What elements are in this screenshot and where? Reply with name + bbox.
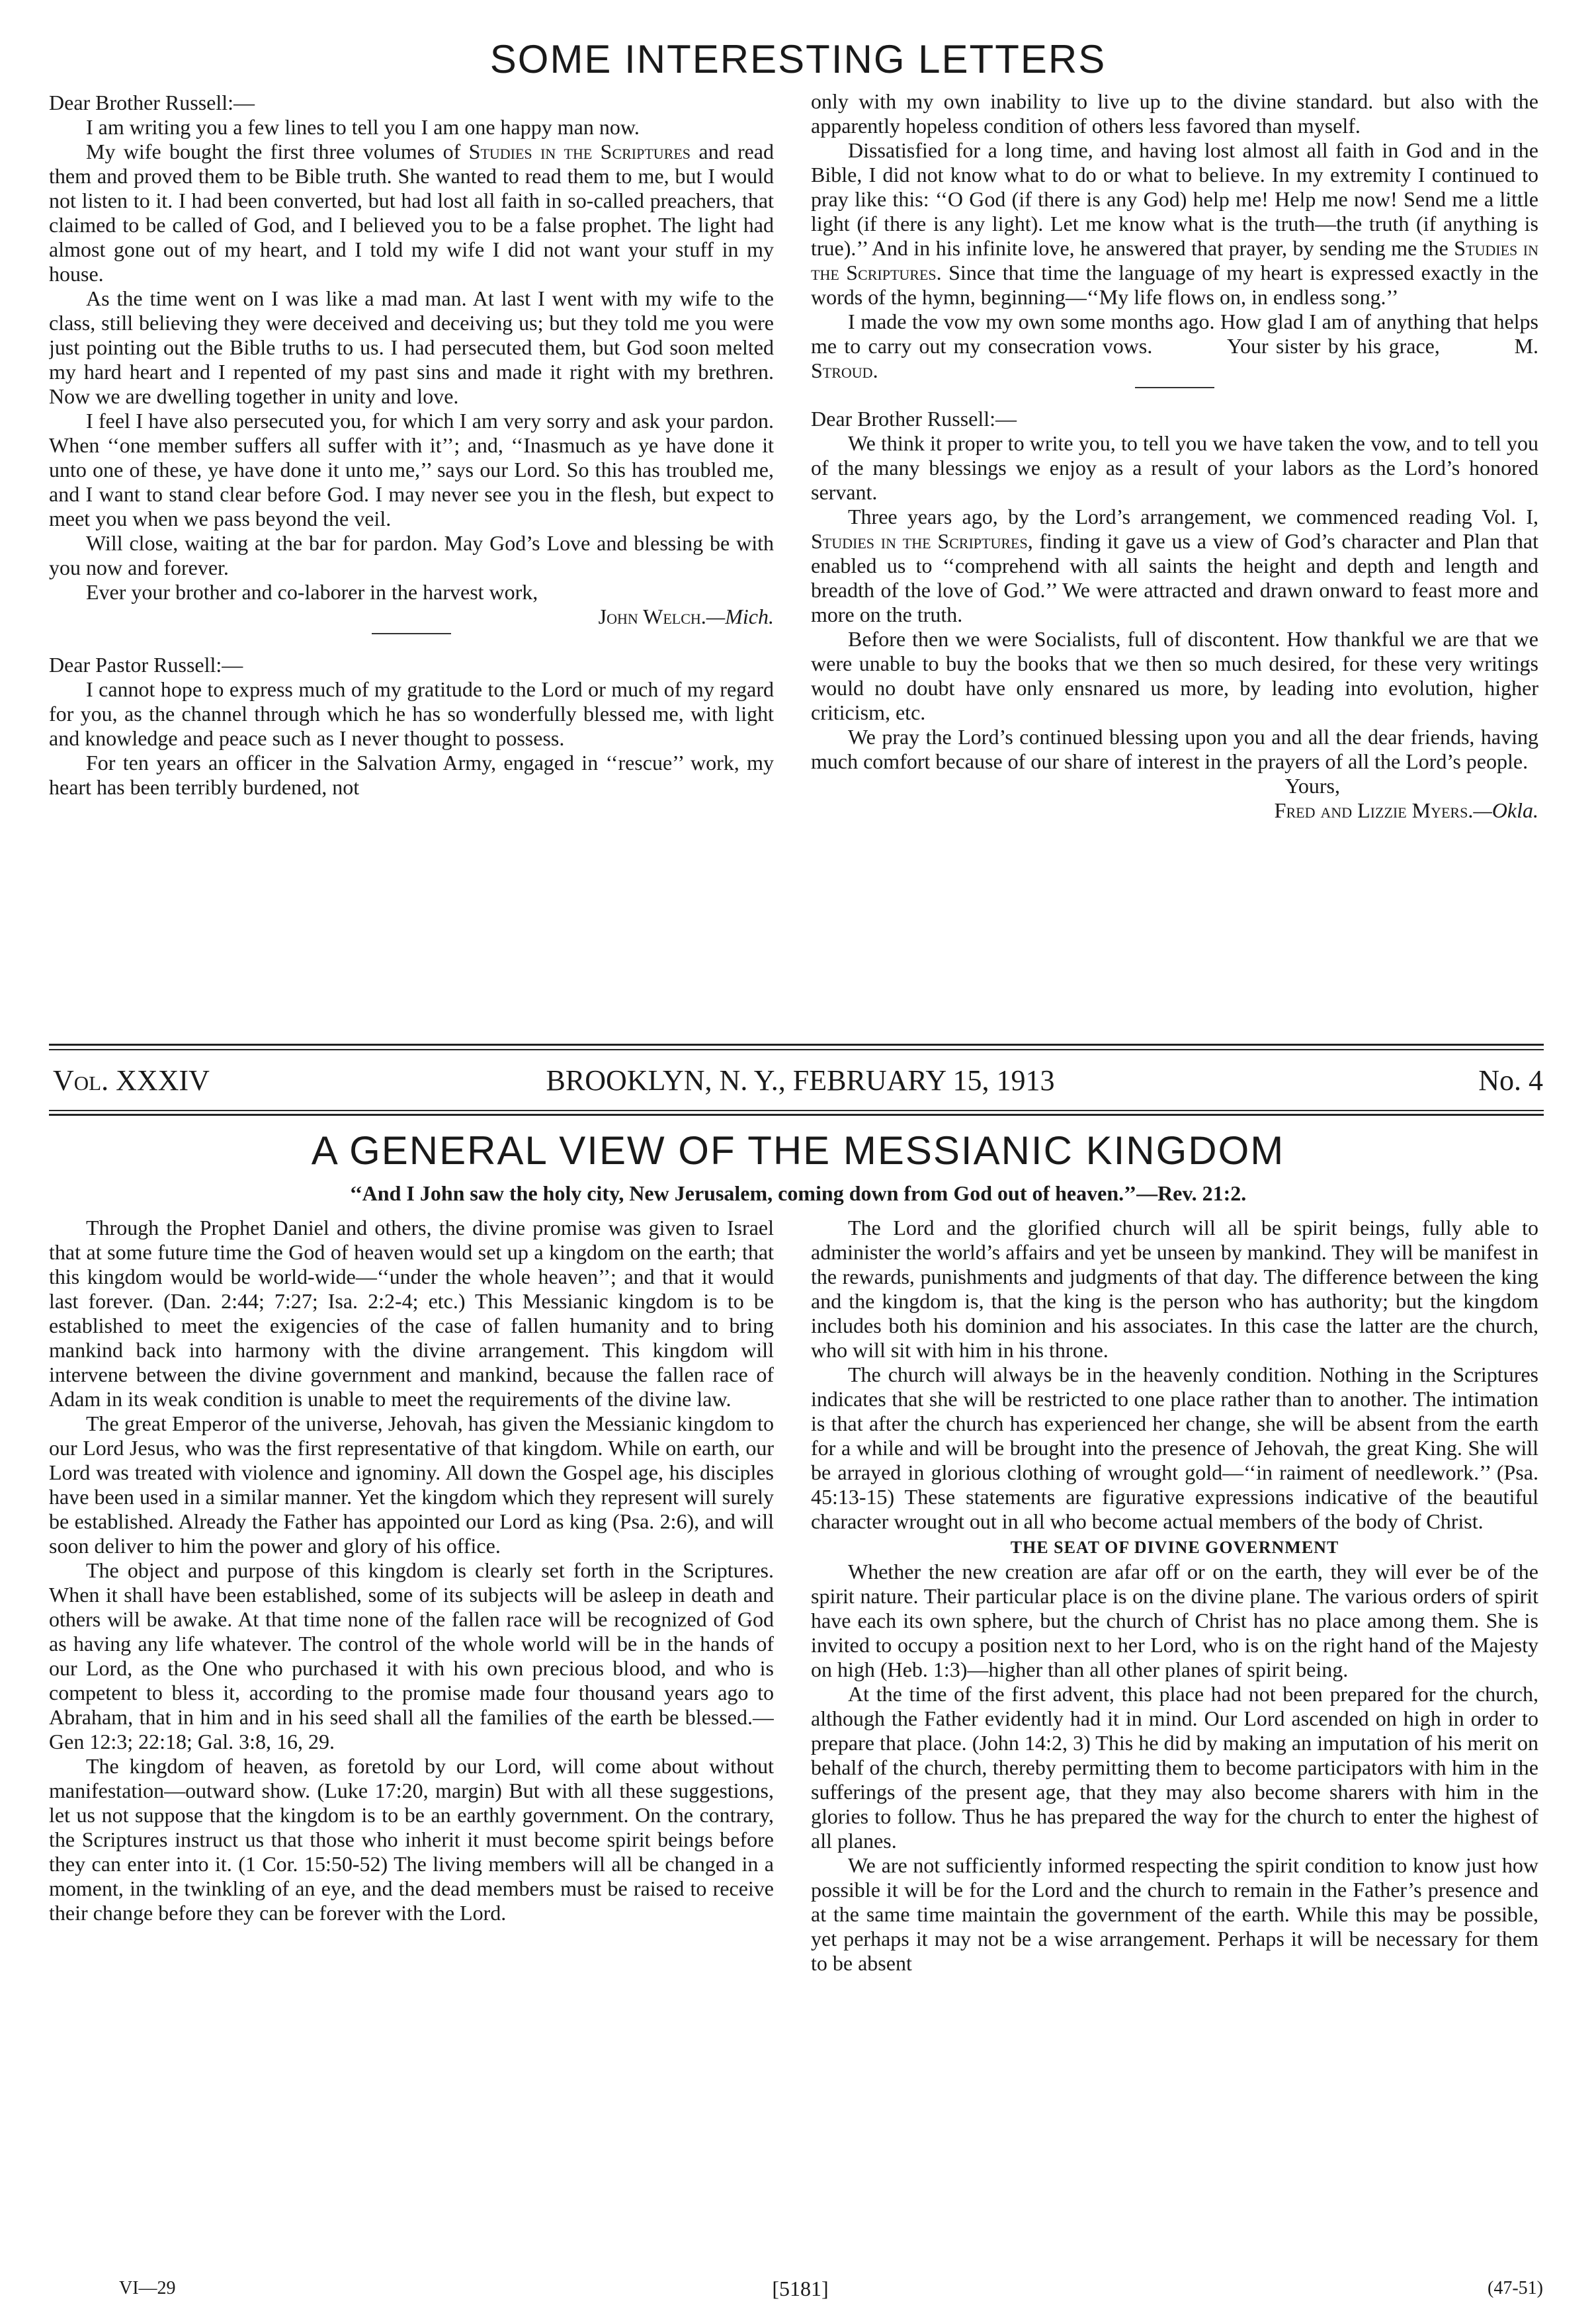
article-title: A GENERAL VIEW OF THE MESSIANIC KINGDOM — [311, 1128, 1285, 1173]
letter3-paragraph: We pray the Lord’s continued blessing upon you and all the dear friends, having much comfort because of our share of interest in the prayers of all the Lord’s people. — [811, 725, 1538, 773]
letter3-paragraph: We think it proper to write you, to tell you we have taken the vow, and to tell you of the many blessings we enjoy as a result of your labors as the Lord’s honored servant. — [811, 431, 1538, 504]
letter1-paragraph: I feel I have also persecuted you, for which I am very sorry and ask your pardon. When ‘‘one member suffers all suffer with it’’; and, ‘‘Inasmuch as ye have done it unto one of these, ye have done it unto me,’’ says our Lord. So this has troubled me, and I want to stand clear before God. I may never see you in the flesh, but expect to meet you when we pass beyond the veil. — [49, 409, 774, 530]
letter3-salutation: Dear Brother Russell:— — [811, 407, 1017, 431]
article-right-column — [811, 1216, 1538, 2168]
masthead-bottom-rule — [49, 1114, 1544, 1116]
article-paragraph: The Lord and the glorified church will all be spirit beings, fully able to administer the world’s affairs and yet be unseen by mankind. They will be manifest in the rewards, punishments and judgments of that day. The difference between the king and the kingdom is, that the king is the person who has authority; but the kingdom includes both his dominion and his associates. In this case the latter are the church, who will sit with him in his throne. — [811, 1216, 1538, 1362]
letter3-paragraph: Before then we were Socialists, full of discontent. How thankful we are that we were unable to buy the books that we then so much desired, for these very writings would no doubt have only ensnared us more, by leading into evolution, higher criticism, etc. — [811, 627, 1538, 724]
article-paragraph: At the time of the first advent, this place had not been prepared for the church, although the Father evidently had it in mind. Our Lord ascended on high in order to prepare that place. (John 14:2, 3) This he did by making an imputation of his merit on behalf of the church, thereby permitting them to become participators with him in the sufferings of the present age, that they may also become sharers with him in the glories to follow. Thus he has prepared the way for the church to enter the highest of all planes. — [811, 1682, 1538, 1853]
article-paragraph: The great Emperor of the universe, Jehovah, has given the Messianic kingdom to our Lord Jesus, who was the first representative of that kingdom. While on earth, our Lord was treated with violence and ignominy. All down the Gospel age, his disciples have been used in a similar manner. Yet the kingdom which they represent will surely be established. Already the Father has appointed our Lord as king (Psa. 2:6), and will soon deliver to him the power and glory of his office. — [49, 1411, 774, 1558]
letter2-paragraph: Dissatisfied for a long time, and having lost almost all faith in God and in the Bible, I did not know what to do or what to believe. In my extremity I continued to pray like this: ‘‘O God (if there is any God) help me! Help me now! Send me a little light (if there is any light). Let me know what is the truth—the truth (if anything is true).’’ And in his infinite love, he answered that prayer, by sending me the Studies in the Scriptures. Since that time the language of my heart is expressed exactly in the words of the hymn, beginning—‘‘My life flows on, in endless song.’’ — [811, 138, 1538, 309]
letter2-paragraph: For ten years an officer in the Salvation Army, engaged in ‘‘rescue’’ work, my heart has been terribly burdened, not — [49, 751, 774, 799]
masthead-bottom-rule — [49, 1110, 1544, 1111]
footer-page-number: [5181] — [772, 2277, 829, 2300]
article-paragraph: The church will always be in the heavenly condition. Nothing in the Scriptures indicates that she will be restricted to one place rather than to another. The intimation is that after the church has experienced her change, she will be absent from the earth for a while and will be brought into the presence of Jehovah, the great King. She will be arrayed in glorious clothing of wrought gold—‘‘in raiment of needlework.’’ (Psa. 45:13-15) These statements are figurative expressions indicative of the beautiful character wrought out in all who become actual members of the body of Christ. — [811, 1363, 1538, 1533]
masthead-place-date: BROOKLYN, N. Y., FEBRUARY 15, 1913 — [546, 1064, 1055, 1097]
article-subheading: THE SEAT OF DIVINE GOVERNMENT — [1010, 1538, 1339, 1557]
article-paragraph: The kingdom of heaven, as foretold by our Lord, will come about without manifestation—outward show. (Luke 17:20, margin) But with all these suggestions, let us not suppose that the kingdom is to be an earthly government. On the contrary, the Scriptures instruct us that those who inherit it must become spirit beings before they can enter into it. (1 Cor. 15:50-52) The living members will all be changed in a moment, in the twinkling of an eye, and the dead members must be raised to receive their change before they can be forever with the Lord. — [49, 1754, 774, 1925]
letter2-paragraph: only with my own inability to live up to the divine standard. but also with the apparently hopeless condition of others less favored than myself. — [811, 89, 1538, 138]
footer-page-range: (47-51) — [1488, 2278, 1543, 2298]
letter3-signature: Fred and Lizzie Myers.—Okla. — [1274, 798, 1538, 822]
letter-divider — [372, 633, 451, 634]
letter1-paragraph: I am writing you a few lines to tell you I am one happy man now. — [86, 115, 640, 139]
letters-right-column — [811, 89, 1538, 1042]
article-paragraph: Through the Prophet Daniel and others, the divine promise was given to Israel that at some future time the God of heaven would set up a kingdom on the earth; that this kingdom would be world-wide—‘‘under the whole heaven’’; and that it would last forever. (Dan. 2:44; 7:27; Isa. 2:2-4; etc.) This Messianic kingdom is to be established to meet the exigencies of the case of fallen humanity and to bring mankind back into harmony with the divine arrangement. This kingdom will intervene between the divine government and mankind, because the fallen race of Adam in its weak condition is unable to meet the requirements of the divine law. — [49, 1216, 774, 1411]
letter-divider — [1135, 387, 1214, 388]
footer-signature-mark: VI—29 — [119, 2278, 176, 2298]
article-epigraph: ‘‘And I John saw the holy city, New Jerusalem, coming down from God out of heaven.’’—Rev. 21:2. — [349, 1181, 1247, 1205]
letters-section-title: SOME INTERESTING LETTERS — [489, 37, 1107, 81]
letter2-paragraph: I made the vow my own some months ago. How glad I am of anything that helps me to carry out my consecration vows. Your sister by his grace, M. Stroud. — [811, 310, 1538, 382]
letter2-salutation: Dear Pastor Russell:— — [49, 653, 243, 677]
letter1-paragraph: My wife bought the first three volumes of Studies in the Scriptures and read them and proved them to be Bible truth. She wanted to read them to me, but I would not listen to it. I had been converted, but had lost all faith in so-called preachers, that claimed to be called of God, and I believed you to be a false prophet. The light had almost gone out of my heart, and I told my wife I did not want your stuff in my house. — [49, 140, 774, 286]
letters-left-column — [49, 89, 774, 1042]
letter1-signature: John Welch.—Mich. — [598, 605, 774, 628]
letter2-paragraph: I cannot hope to express much of my gratitude to the Lord or much of my regard for you, as the channel through which he has so wonderfully blessed me, with light and knowledge and peace such as I never thought to possess. — [49, 677, 774, 750]
letter2-signature: M. Stroud. — [811, 334, 1538, 382]
article-paragraph: Whether the new creation are afar off or on the earth, they will ever be of the spirit nature. Their particular place is on the divine plane. The various orders of spirit have each its own sphere, but the church of Christ has no place among them. She is invited to occupy a position next to her Lord, who is on the right hand of the Majesty on high (Heb. 1:3)—higher than all other planes of spirit being. — [811, 1560, 1538, 1681]
letter1-salutation: Dear Brother Russell:— — [49, 91, 255, 114]
article-paragraph: The object and purpose of this kingdom is clearly set forth in the Scriptures. When it shall have been established, some of its subjects will be asleep in death and others will be awake. At that time none of the fallen race will be recognized of God as having any life whatever. The control of the whole world will be in the hands of our Lord, as the One who purchased it with his own precious blood, and who is competent to bless it, according to the promise made four thousand years ago to Abraham, that in him and in his seed shall all the families of the earth be blessed.—Gen 12:3; 22:18; Gal. 3:8, 16, 29. — [49, 1558, 774, 1753]
letter3-paragraph: Three years ago, by the Lord’s arrangement, we commenced reading Vol. I, Studies in the Scriptures, finding it gave us a view of God’s character and Plan that enabled us to ‘‘comprehend with all saints the height and depth and length and breadth of the love of God.’’ We were attracted and drawn onward to feast more and more on the truth. — [811, 505, 1538, 626]
letter1-paragraph: Will close, waiting at the bar for pardon. May God’s Love and blessing be with you now and forever. — [49, 531, 774, 579]
letter1-paragraph: As the time went on I was like a mad man. At last I went with my wife to the class, still believing they were deceived and deceiving us; but they told me you were just pointing out the Bible truths to us. I had persecuted them, but God soon melted my hard heart and I repented of my past sins and made it right with my brethren. Now we are dwelling together in unity and love. — [49, 286, 774, 408]
masthead-volume: Vol. XXXIV — [53, 1064, 210, 1097]
article-left-column — [49, 1216, 774, 2168]
letter3-closing: Yours, — [1284, 774, 1340, 798]
masthead-number: No. 4 — [1478, 1064, 1543, 1097]
masthead-top-rule — [49, 1049, 1544, 1050]
article-paragraph: We are not sufficiently informed respecting the spirit condition to know just how possible it will be for the Lord and the church to remain in the Father’s presence and at the same time maintain the government of the earth. While this may be possible, yet perhaps it may not be a wise arrangement. Perhaps it will be necessary for them to be absent — [811, 1853, 1538, 1975]
masthead-top-rule — [49, 1044, 1544, 1046]
letter1-closing: Ever your brother and co-laborer in the harvest work, — [86, 580, 538, 604]
